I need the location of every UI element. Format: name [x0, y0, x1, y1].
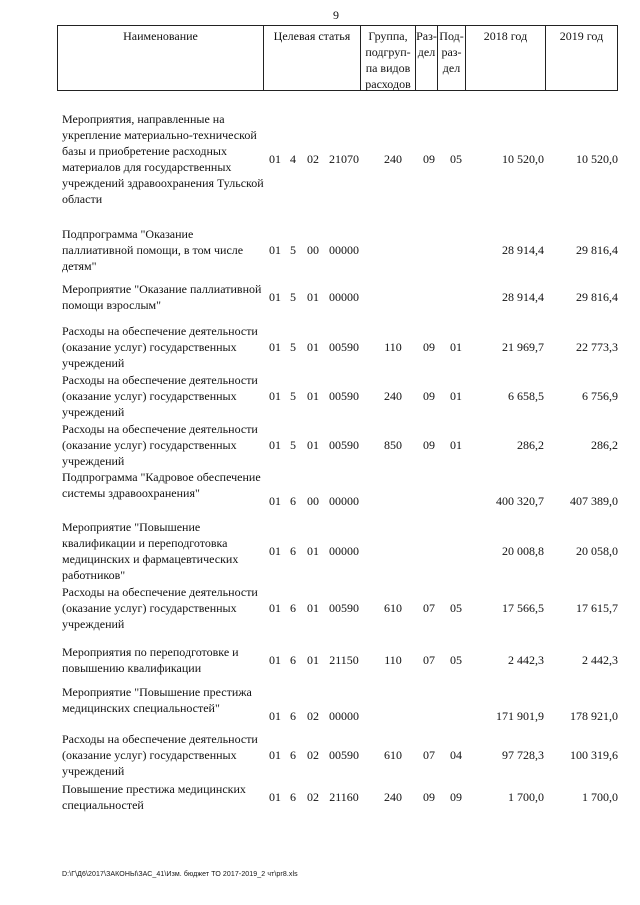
- cell-c3: 01: [307, 340, 319, 354]
- cell-c2: 6: [290, 790, 296, 804]
- cell-c4: 00590: [329, 389, 359, 403]
- cell-c1: 01: [269, 438, 281, 452]
- row-name: Мероприятие "Оказание паллиативной помощи взрослым": [62, 282, 262, 312]
- header-2019: 2019 год: [559, 29, 604, 43]
- row-name: Расходы на обеспечение деятельности (оказание услуг) государственных учреждений: [62, 422, 258, 468]
- cell-c3: 01: [307, 653, 319, 667]
- cell-y19: 29 816,4: [576, 290, 618, 304]
- cell-podr: 05: [450, 653, 462, 667]
- cell-c2: 6: [290, 544, 296, 558]
- cell-grp: 850: [384, 438, 402, 452]
- cell-c3: 02: [307, 152, 319, 166]
- cell-podr: 01: [450, 340, 462, 354]
- cell-y19: 6 756,9: [582, 389, 618, 403]
- cell-y19: 29 816,4: [576, 243, 618, 257]
- cell-y18: 97 728,3: [502, 748, 544, 762]
- cell-c4: 00000: [329, 544, 359, 558]
- cell-c4: 21160: [329, 790, 359, 804]
- cell-podr: 01: [450, 389, 462, 403]
- cell-y18: 28 914,4: [502, 290, 544, 304]
- cell-c1: 01: [269, 243, 281, 257]
- cell-c1: 01: [269, 601, 281, 615]
- cell-c2: 5: [290, 438, 296, 452]
- header-target: Целевая статья: [264, 26, 361, 90]
- cell-c2: 6: [290, 748, 296, 762]
- cell-razd: 09: [423, 438, 435, 452]
- file-path-footer: D:\Г\Д6\2017\ЗАКОНЫ\ЗАС_41\Изм. бюджет ТО 2017-2019_2 чт\pr8.xls: [62, 871, 298, 878]
- cell-podr: 04: [450, 748, 462, 762]
- cell-y18: 286,2: [517, 438, 544, 452]
- row-name: Расходы на обеспечение деятельности (оказание услуг) государственных учреждений: [62, 732, 258, 778]
- cell-c2: 5: [290, 243, 296, 257]
- cell-podr: 09: [450, 790, 462, 804]
- cell-y18: 400 320,7: [496, 494, 544, 508]
- cell-y18: 6 658,5: [508, 389, 544, 403]
- cell-c1: 01: [269, 653, 281, 667]
- cell-c3: 02: [307, 790, 319, 804]
- row-name: Мероприятия по переподготовке и повышению квалификации: [62, 645, 239, 675]
- cell-c3: 01: [307, 601, 319, 615]
- cell-c2: 6: [290, 653, 296, 667]
- header-group: Группа, подгруп- па видов расходов: [361, 26, 416, 90]
- cell-y18: 28 914,4: [502, 243, 544, 257]
- cell-c1: 01: [269, 709, 281, 723]
- cell-podr: 05: [450, 152, 462, 166]
- cell-c2: 6: [290, 601, 296, 615]
- cell-c2: 5: [290, 290, 296, 304]
- cell-razd: 07: [423, 748, 435, 762]
- cell-grp: 110: [384, 653, 402, 667]
- cell-c4: 21070: [329, 152, 359, 166]
- cell-y19: 286,2: [591, 438, 618, 452]
- cell-grp: 610: [384, 748, 402, 762]
- cell-grp: 240: [384, 152, 402, 166]
- row-name: Мероприятия, направленные на укрепление материально-технической базы и приобретение расходных материалов для государственных учреждений здравоохранения Тульской области: [62, 112, 264, 206]
- header-2018: 2018 год: [466, 26, 546, 90]
- cell-grp: 240: [384, 790, 402, 804]
- cell-c3: 01: [307, 544, 319, 558]
- cell-y18: 1 700,0: [508, 790, 544, 804]
- cell-c2: 5: [290, 340, 296, 354]
- cell-razd: 09: [423, 152, 435, 166]
- row-name: Мероприятие "Повышение престижа медицинских специальностей": [62, 685, 252, 715]
- row-name: Расходы на обеспечение деятельности (оказание услуг) государственных учреждений: [62, 324, 258, 370]
- cell-y18: 171 901,9: [496, 709, 544, 723]
- cell-c3: 01: [307, 438, 319, 452]
- cell-c4: 00590: [329, 340, 359, 354]
- cell-c2: 5: [290, 389, 296, 403]
- cell-y18: 21 969,7: [502, 340, 544, 354]
- row-name: Мероприятие "Повышение квалификации и переподготовка медицинских и фармацевтических работников": [62, 520, 239, 582]
- cell-c3: 01: [307, 389, 319, 403]
- page-number: 9: [333, 8, 339, 22]
- cell-y19: 2 442,3: [582, 653, 618, 667]
- cell-grp: 610: [384, 601, 402, 615]
- cell-c4: 00000: [329, 494, 359, 508]
- cell-razd: 07: [423, 601, 435, 615]
- cell-y18: 10 520,0: [502, 152, 544, 166]
- cell-razd: 09: [423, 790, 435, 804]
- cell-c4: 00590: [329, 748, 359, 762]
- header-podrazdel: Под- раз- дел: [438, 26, 466, 90]
- cell-y19: 22 773,3: [576, 340, 618, 354]
- cell-c2: 6: [290, 494, 296, 508]
- cell-c4: 00000: [329, 709, 359, 723]
- cell-y19: 17 615,7: [576, 601, 618, 615]
- cell-c3: 02: [307, 748, 319, 762]
- cell-c1: 01: [269, 544, 281, 558]
- cell-c4: 21150: [329, 653, 359, 667]
- cell-c3: 01: [307, 290, 319, 304]
- cell-y19: 407 389,0: [570, 494, 618, 508]
- header-name: Наименование: [58, 26, 264, 90]
- cell-c1: 01: [269, 494, 281, 508]
- cell-c2: 6: [290, 709, 296, 723]
- cell-c3: 02: [307, 709, 319, 723]
- cell-y19: 10 520,0: [576, 152, 618, 166]
- cell-c1: 01: [269, 290, 281, 304]
- cell-c1: 01: [269, 748, 281, 762]
- row-name: Повышение престижа медицинских специальностей: [62, 782, 246, 812]
- cell-c1: 01: [269, 152, 281, 166]
- cell-c2: 4: [290, 152, 296, 166]
- cell-y18: 20 008,8: [502, 544, 544, 558]
- cell-c4: 00590: [329, 438, 359, 452]
- cell-y19: 1 700,0: [582, 790, 618, 804]
- cell-y18: 2 442,3: [508, 653, 544, 667]
- row-name: Подпрограмма "Кадровое обеспечение системы здравоохранения": [62, 470, 261, 500]
- row-name: Подпрограмма "Оказание паллиативной помощи, в том числе детям": [62, 227, 244, 273]
- cell-c3: 00: [307, 494, 319, 508]
- cell-c4: 00000: [329, 243, 359, 257]
- cell-razd: 07: [423, 653, 435, 667]
- cell-podr: 01: [450, 438, 462, 452]
- row-name: Расходы на обеспечение деятельности (оказание услуг) государственных учреждений: [62, 585, 258, 631]
- cell-razd: 09: [423, 340, 435, 354]
- cell-c4: 00000: [329, 290, 359, 304]
- cell-c1: 01: [269, 340, 281, 354]
- cell-c4: 00590: [329, 601, 359, 615]
- cell-y18: 17 566,5: [502, 601, 544, 615]
- cell-y19: 178 921,0: [570, 709, 618, 723]
- cell-y19: 20 058,0: [576, 544, 618, 558]
- table-header: [57, 25, 618, 91]
- cell-c3: 00: [307, 243, 319, 257]
- cell-grp: 110: [384, 340, 402, 354]
- cell-c1: 01: [269, 790, 281, 804]
- cell-podr: 05: [450, 601, 462, 615]
- row-name: Расходы на обеспечение деятельности (оказание услуг) государственных учреждений: [62, 373, 258, 419]
- cell-c1: 01: [269, 389, 281, 403]
- cell-grp: 240: [384, 389, 402, 403]
- cell-razd: 09: [423, 389, 435, 403]
- cell-y19: 100 319,6: [570, 748, 618, 762]
- header-razdel: Раз- дел: [416, 26, 438, 90]
